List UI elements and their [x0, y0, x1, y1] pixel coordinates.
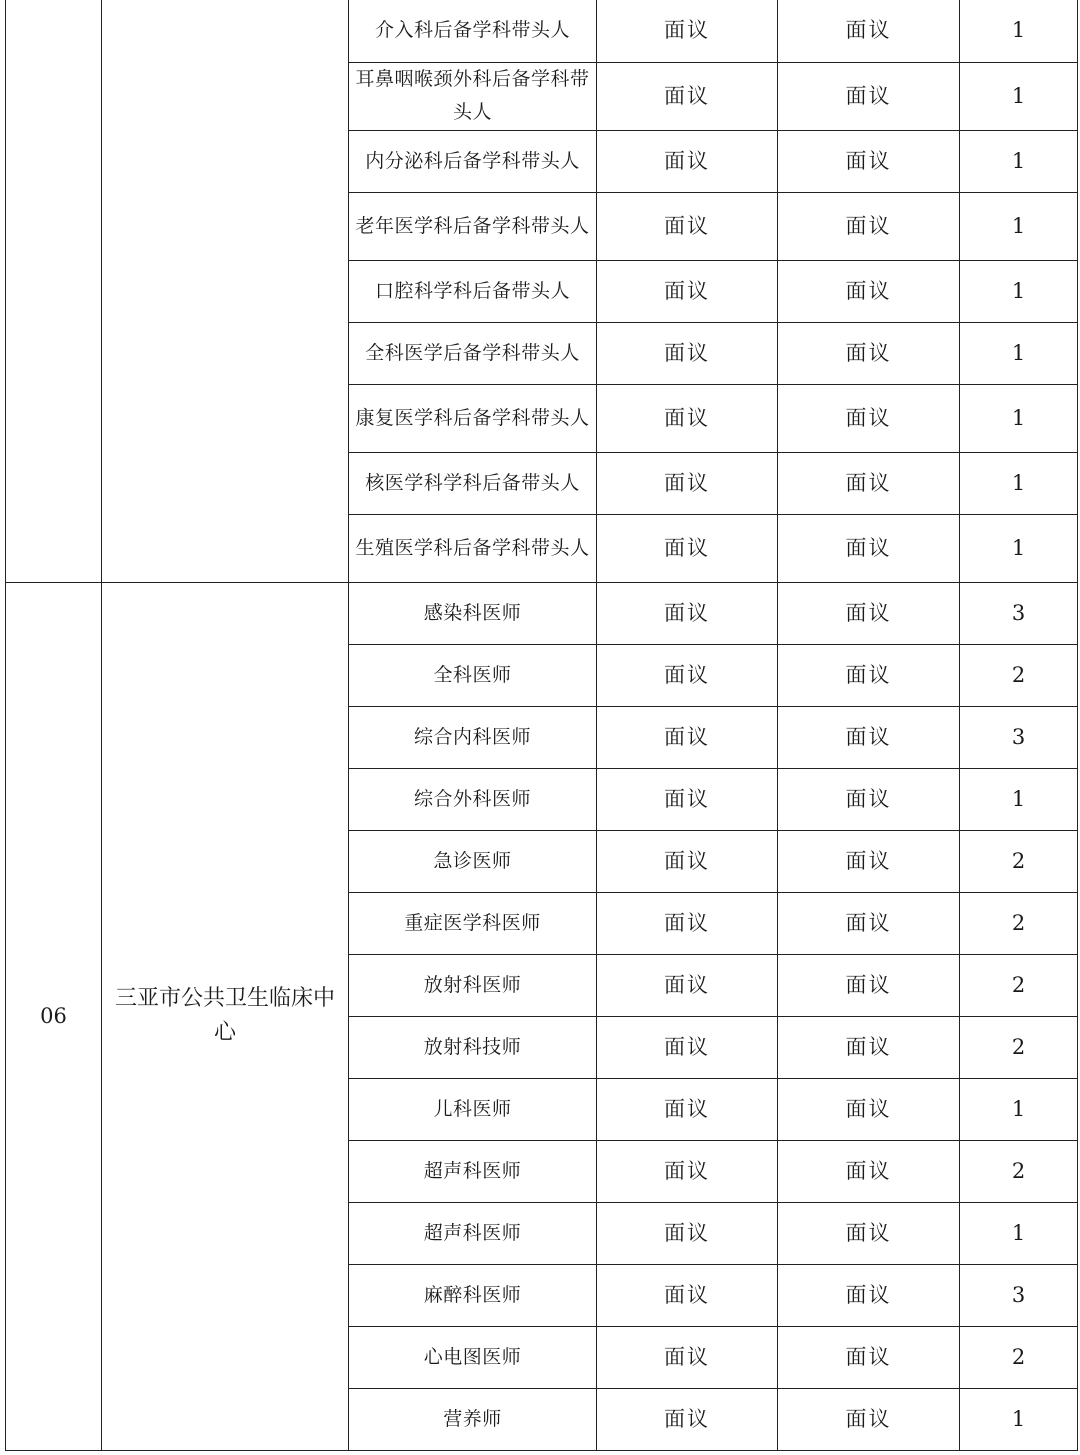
headcount-cell: 1	[960, 0, 1078, 62]
salary-terms-cell: 面议	[778, 1326, 960, 1388]
salary-terms-cell: 面议	[778, 1078, 960, 1140]
position-name-cell: 营养师	[349, 1388, 597, 1450]
position-name-cell: 放射科医师	[349, 954, 597, 1016]
pay-terms-cell: 面议	[597, 706, 778, 768]
pay-terms-cell: 面议	[597, 1388, 778, 1450]
position-name-cell: 急诊医师	[349, 830, 597, 892]
position-name-cell: 超声科医师	[349, 1202, 597, 1264]
headcount-cell: 1	[960, 62, 1078, 130]
headcount-cell: 2	[960, 892, 1078, 954]
pay-terms-cell: 面议	[597, 192, 778, 260]
table-row	[6, 0, 1078, 62]
sequence-number-cell	[6, 0, 102, 582]
table-row	[6, 582, 1078, 644]
salary-terms-cell: 面议	[778, 260, 960, 322]
salary-terms-cell: 面议	[778, 1016, 960, 1078]
position-name-cell: 儿科医师	[349, 1078, 597, 1140]
salary-terms-cell: 面议	[778, 706, 960, 768]
position-name-cell: 全科医师	[349, 644, 597, 706]
salary-terms-cell: 面议	[778, 892, 960, 954]
recruitment-table	[5, 0, 1078, 1451]
position-name-cell: 麻醉科医师	[349, 1264, 597, 1326]
headcount-cell: 1	[960, 260, 1078, 322]
position-name-cell: 全科医学后备学科带头人	[349, 322, 597, 384]
position-name-cell: 心电图医师	[349, 1326, 597, 1388]
position-name-cell: 老年医学科后备学科带头人	[349, 192, 597, 260]
headcount-cell: 2	[960, 1326, 1078, 1388]
pay-terms-cell: 面议	[597, 1264, 778, 1326]
headcount-cell: 3	[960, 706, 1078, 768]
headcount-cell: 1	[960, 768, 1078, 830]
headcount-cell: 1	[960, 1078, 1078, 1140]
employer-unit-cell	[102, 0, 349, 582]
pay-terms-cell: 面议	[597, 0, 778, 62]
headcount-cell: 1	[960, 322, 1078, 384]
pay-terms-cell: 面议	[597, 830, 778, 892]
salary-terms-cell: 面议	[778, 384, 960, 452]
position-name-cell: 感染科医师	[349, 582, 597, 644]
salary-terms-cell: 面议	[778, 830, 960, 892]
position-name-cell: 核医学科学科后备带头人	[349, 452, 597, 514]
salary-terms-cell: 面议	[778, 0, 960, 62]
pay-terms-cell: 面议	[597, 452, 778, 514]
salary-terms-cell: 面议	[778, 62, 960, 130]
pay-terms-cell: 面议	[597, 384, 778, 452]
position-name-cell: 放射科技师	[349, 1016, 597, 1078]
headcount-cell: 3	[960, 1264, 1078, 1326]
salary-terms-cell: 面议	[778, 1202, 960, 1264]
sequence-number-cell: 06	[6, 582, 102, 1450]
headcount-cell: 2	[960, 1140, 1078, 1202]
salary-terms-cell: 面议	[778, 644, 960, 706]
pay-terms-cell: 面议	[597, 954, 778, 1016]
salary-terms-cell: 面议	[778, 1264, 960, 1326]
headcount-cell: 1	[960, 130, 1078, 192]
pay-terms-cell: 面议	[597, 1140, 778, 1202]
headcount-cell: 1	[960, 452, 1078, 514]
pay-terms-cell: 面议	[597, 62, 778, 130]
pay-terms-cell: 面议	[597, 514, 778, 582]
position-name-cell: 康复医学科后备学科带头人	[349, 384, 597, 452]
pay-terms-cell: 面议	[597, 1326, 778, 1388]
pay-terms-cell: 面议	[597, 1016, 778, 1078]
headcount-cell: 1	[960, 514, 1078, 582]
position-name-cell: 综合外科医师	[349, 768, 597, 830]
position-name-cell: 口腔科学科后备带头人	[349, 260, 597, 322]
position-name-cell: 超声科医师	[349, 1140, 597, 1202]
pay-terms-cell: 面议	[597, 892, 778, 954]
table-body	[6, 0, 1078, 1450]
salary-terms-cell: 面议	[778, 322, 960, 384]
headcount-cell: 1	[960, 192, 1078, 260]
pay-terms-cell: 面议	[597, 322, 778, 384]
salary-terms-cell: 面议	[778, 514, 960, 582]
headcount-cell: 2	[960, 954, 1078, 1016]
employer-unit-cell: 三亚市公共卫生临床中心	[102, 582, 349, 1450]
salary-terms-cell: 面议	[778, 1388, 960, 1450]
salary-terms-cell: 面议	[778, 452, 960, 514]
headcount-cell: 1	[960, 1202, 1078, 1264]
pay-terms-cell: 面议	[597, 644, 778, 706]
salary-terms-cell: 面议	[778, 954, 960, 1016]
salary-terms-cell: 面议	[778, 130, 960, 192]
headcount-cell: 2	[960, 830, 1078, 892]
headcount-cell: 2	[960, 644, 1078, 706]
headcount-cell: 3	[960, 582, 1078, 644]
salary-terms-cell: 面议	[778, 582, 960, 644]
pay-terms-cell: 面议	[597, 1078, 778, 1140]
position-name-cell: 重症医学科医师	[349, 892, 597, 954]
pay-terms-cell: 面议	[597, 768, 778, 830]
salary-terms-cell: 面议	[778, 768, 960, 830]
position-name-cell: 生殖医学科后备学科带头人	[349, 514, 597, 582]
salary-terms-cell: 面议	[778, 192, 960, 260]
headcount-cell: 2	[960, 1016, 1078, 1078]
pay-terms-cell: 面议	[597, 260, 778, 322]
position-name-cell: 综合内科医师	[349, 706, 597, 768]
position-name-cell: 介入科后备学科带头人	[349, 0, 597, 62]
salary-terms-cell: 面议	[778, 1140, 960, 1202]
position-name-cell: 内分泌科后备学科带头人	[349, 130, 597, 192]
pay-terms-cell: 面议	[597, 582, 778, 644]
headcount-cell: 1	[960, 1388, 1078, 1450]
position-name-cell: 耳鼻咽喉颈外科后备学科带头人	[349, 62, 597, 130]
headcount-cell: 1	[960, 384, 1078, 452]
pay-terms-cell: 面议	[597, 1202, 778, 1264]
pay-terms-cell: 面议	[597, 130, 778, 192]
